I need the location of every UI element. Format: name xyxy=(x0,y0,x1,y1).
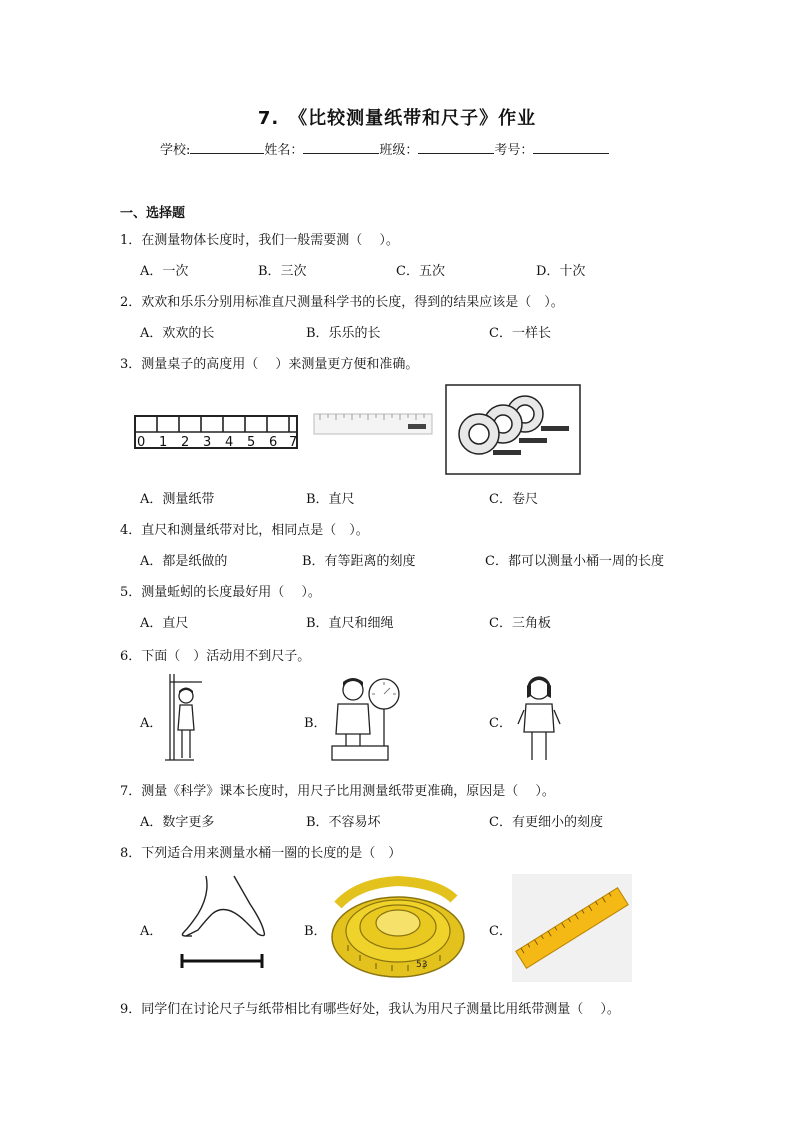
yellow-ruler-figure xyxy=(512,874,632,982)
q5-option-c[interactable]: C．三角板 xyxy=(489,616,551,631)
exam-no-blank[interactable] xyxy=(533,139,609,154)
question-8: 8．下列适合用来测量水桶一圈的长度的是（ ） xyxy=(120,846,402,861)
strip-digit: 4 xyxy=(225,435,234,450)
q1-option-b[interactable]: B．三次 xyxy=(258,264,307,279)
strip-digit: 5 xyxy=(247,435,256,450)
tape-number: 53 xyxy=(416,960,428,970)
q2-option-b[interactable]: B．乐乐的长 xyxy=(306,326,381,341)
strip-digit: 3 xyxy=(203,435,212,450)
q7-option-b[interactable]: B．不容易坏 xyxy=(306,815,381,830)
exam-no-label: 考号： xyxy=(494,143,534,158)
strip-digit: 0 xyxy=(137,435,146,450)
q3-option-b[interactable]: B．直尺 xyxy=(306,492,355,507)
q4-option-a[interactable]: A．都是纸做的 xyxy=(140,554,228,569)
tape-measure-figure xyxy=(445,384,581,475)
class-label: 班级： xyxy=(379,143,419,158)
q4-option-c[interactable]: C．都可以测量小桶一周的长度 xyxy=(485,554,664,569)
q6-option-c[interactable]: C． xyxy=(489,716,512,731)
q1-option-d[interactable]: D．十次 xyxy=(536,264,586,279)
strip-digit: 1 xyxy=(159,435,168,450)
paper-strip-figure xyxy=(133,412,301,454)
q1-option-a[interactable]: A．一次 xyxy=(140,264,189,279)
q7-option-c[interactable]: C．有更细小的刻度 xyxy=(489,815,603,830)
q2-option-a[interactable]: A．欢欢的长 xyxy=(140,326,215,341)
q3-option-a[interactable]: A．测量纸带 xyxy=(140,492,215,507)
q7-option-a[interactable]: A．数字更多 xyxy=(140,815,215,830)
school-label: 学校: xyxy=(160,143,191,158)
q2-option-c[interactable]: C．一样长 xyxy=(489,326,551,341)
weighing-scale-figure xyxy=(320,672,402,764)
q4-option-b[interactable]: B．有等距离的刻度 xyxy=(302,554,416,569)
question-4: 4．直尺和测量纸带对比，相同点是（ ）。 xyxy=(120,523,369,538)
girl-figure xyxy=(514,670,564,768)
q5-option-a[interactable]: A．直尺 xyxy=(140,616,189,631)
question-1: 1．在测量物体长度时，我们一般需要测（ ）。 xyxy=(120,233,399,248)
school-blank[interactable] xyxy=(190,139,264,154)
question-9: 9．同学们在讨论尺子与纸带相比有哪些好处，我认为用尺子测量比用纸带测量（ ）。 xyxy=(120,1002,620,1017)
question-7: 7．测量《科学》课本长度时，用尺子比用测量纸带更准确，原因是（ ）。 xyxy=(120,784,555,799)
straight-ruler-figure xyxy=(312,404,434,440)
question-6: 6．下面（ ）活动用不到尺子。 xyxy=(120,649,311,664)
name-label: 姓名： xyxy=(264,143,304,158)
question-3: 3．测量桌子的高度用（ ）来测量更方便和准确。 xyxy=(120,357,419,372)
class-blank[interactable] xyxy=(418,139,494,154)
strip-digit: 7 xyxy=(289,435,298,450)
question-2: 2．欢欢和乐乐分别用标准直尺测量科学书的长度，得到的结果应该是（ ）。 xyxy=(120,295,564,310)
height-measure-figure xyxy=(164,672,208,764)
hand-span-figure xyxy=(176,874,272,970)
q5-option-b[interactable]: B．直尺和细绳 xyxy=(306,616,394,631)
q8-option-b[interactable]: B． xyxy=(304,924,327,939)
q3-option-c[interactable]: C．卷尺 xyxy=(489,492,538,507)
strip-digit: 6 xyxy=(269,435,278,450)
q6-option-b[interactable]: B． xyxy=(304,716,327,731)
q6-option-a[interactable]: A． xyxy=(140,716,163,731)
question-5: 5．测量蚯蚓的长度最好用（ ）。 xyxy=(120,585,321,600)
soft-tape-figure xyxy=(328,875,468,981)
student-info-line xyxy=(160,139,609,158)
q8-option-c[interactable]: C． xyxy=(489,924,512,939)
q8-option-a[interactable]: A． xyxy=(140,924,163,939)
strip-digit: 2 xyxy=(181,435,190,450)
name-blank[interactable] xyxy=(303,139,379,154)
page-title: 7. 《比较测量纸带和尺子》作业 xyxy=(257,108,537,129)
section-heading: 一、选择题 xyxy=(120,206,186,221)
q1-option-c[interactable]: C．五次 xyxy=(396,264,445,279)
